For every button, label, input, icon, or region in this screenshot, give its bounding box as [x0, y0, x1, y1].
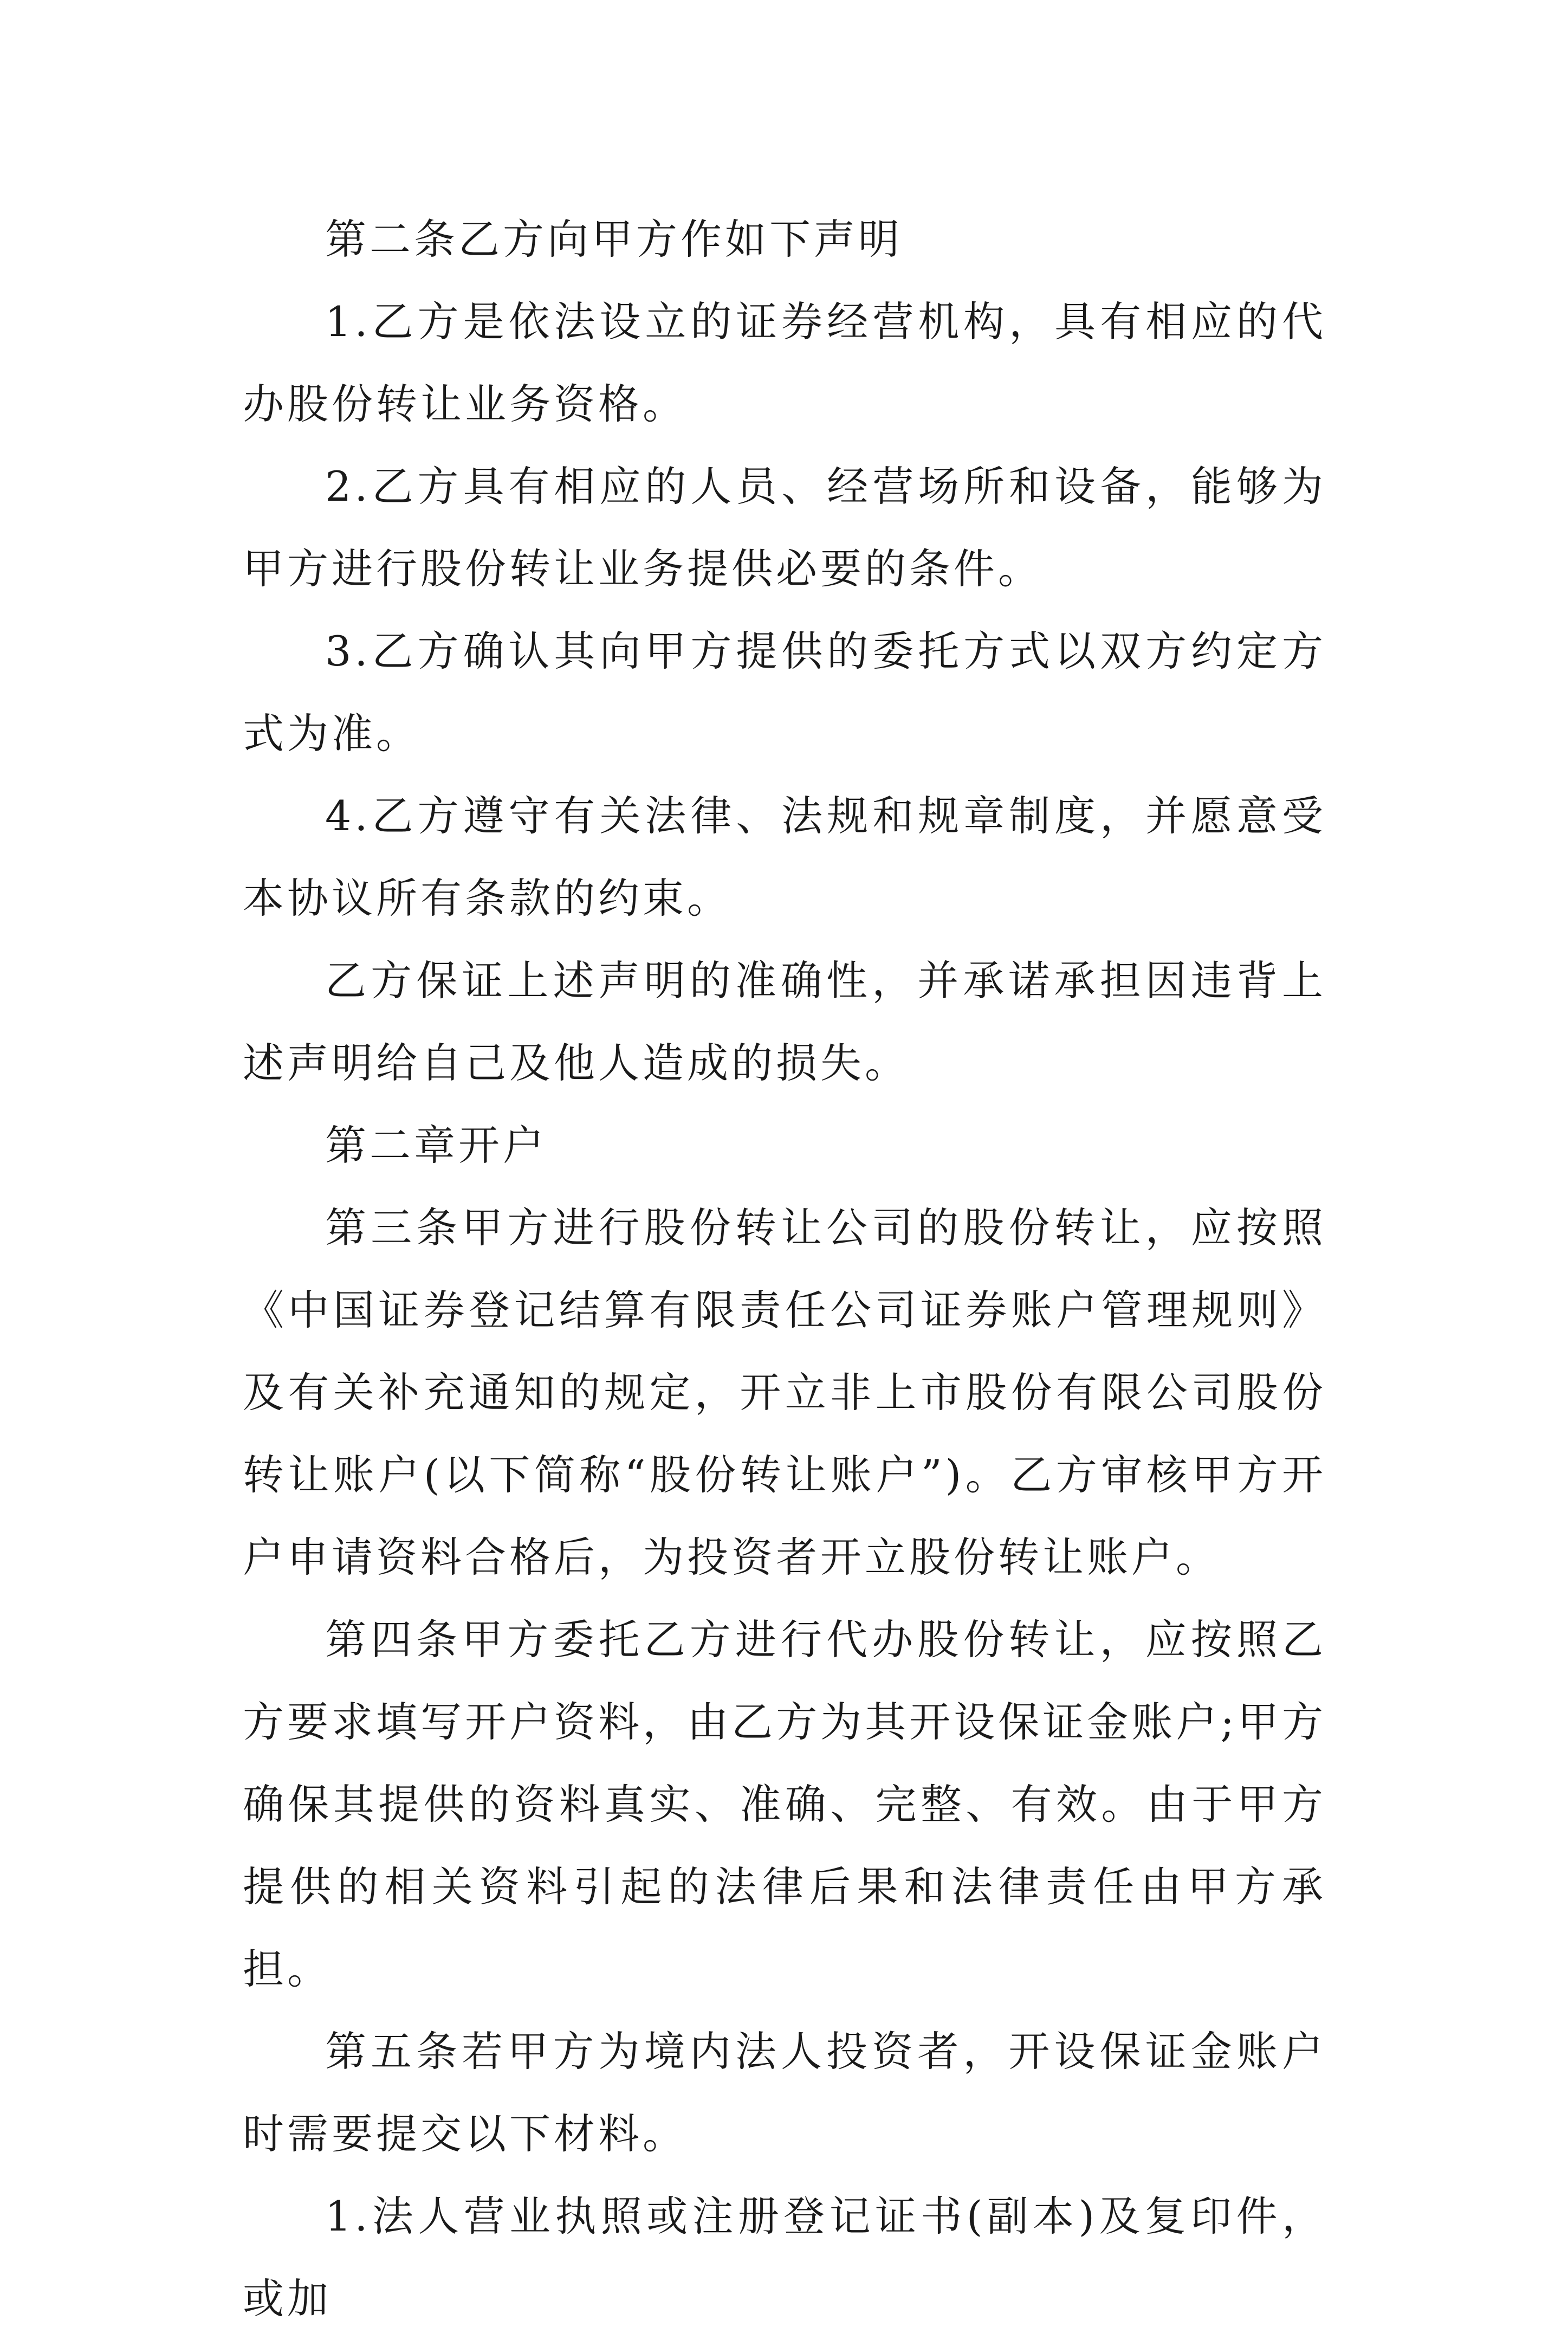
article-2-item-1: 1.乙方是依法设立的证券经营机构，具有相应的代办股份转让业务资格。 — [243, 298, 1326, 428]
article-2-guarantee: 乙方保证上述声明的准确性，并承诺承担因违背上述声明给自己及他人造成的损失。 — [243, 956, 1326, 1087]
document-body — [243, 198, 1326, 2340]
article-2-item-4: 4.乙方遵守有关法律、法规和规章制度，并愿意受本协议所有条款的约束。 — [243, 792, 1326, 922]
article-5-item-1: 1.法人营业执照或注册登记证书(副本)及复印件，或加 — [243, 2192, 1326, 2323]
article-2-item-3: 3.乙方确认其向甲方提供的委托方式以双方约定方式为准。 — [243, 627, 1326, 758]
article-5: 第五条若甲方为境内法人投资者，开设保证金账户时需要提交以下材料。 — [243, 2027, 1326, 2158]
article-2-heading: 第二条乙方向甲方作如下声明 — [325, 215, 903, 263]
article-4: 第四条甲方委托乙方进行代办股份转让，应按照乙方要求填写开户资料，由乙方为其开设保证金账户;甲方确保其提供的资料真实、准确、完整、有效。由于甲方提供的相关资料引起的法律后果和法律责任由甲方承担。 — [243, 1615, 1326, 1993]
chapter-2-heading: 第二章开户 — [325, 1121, 547, 1169]
article-2-item-2: 2.乙方具有相应的人员、经营场所和设备，能够为甲方进行股份转让业务提供必要的条件。 — [243, 462, 1326, 593]
article-3: 第三条甲方进行股份转让公司的股份转让，应按照《中国证券登记结算有限责任公司证券账户管理规则》及有关补充通知的规定，开立非上市股份有限公司股份转让账户(以下简称“股份转让账户”)。乙方审核甲方开户申请资料合格后，为投资者开立股份转让账户。 — [243, 1204, 1326, 1581]
